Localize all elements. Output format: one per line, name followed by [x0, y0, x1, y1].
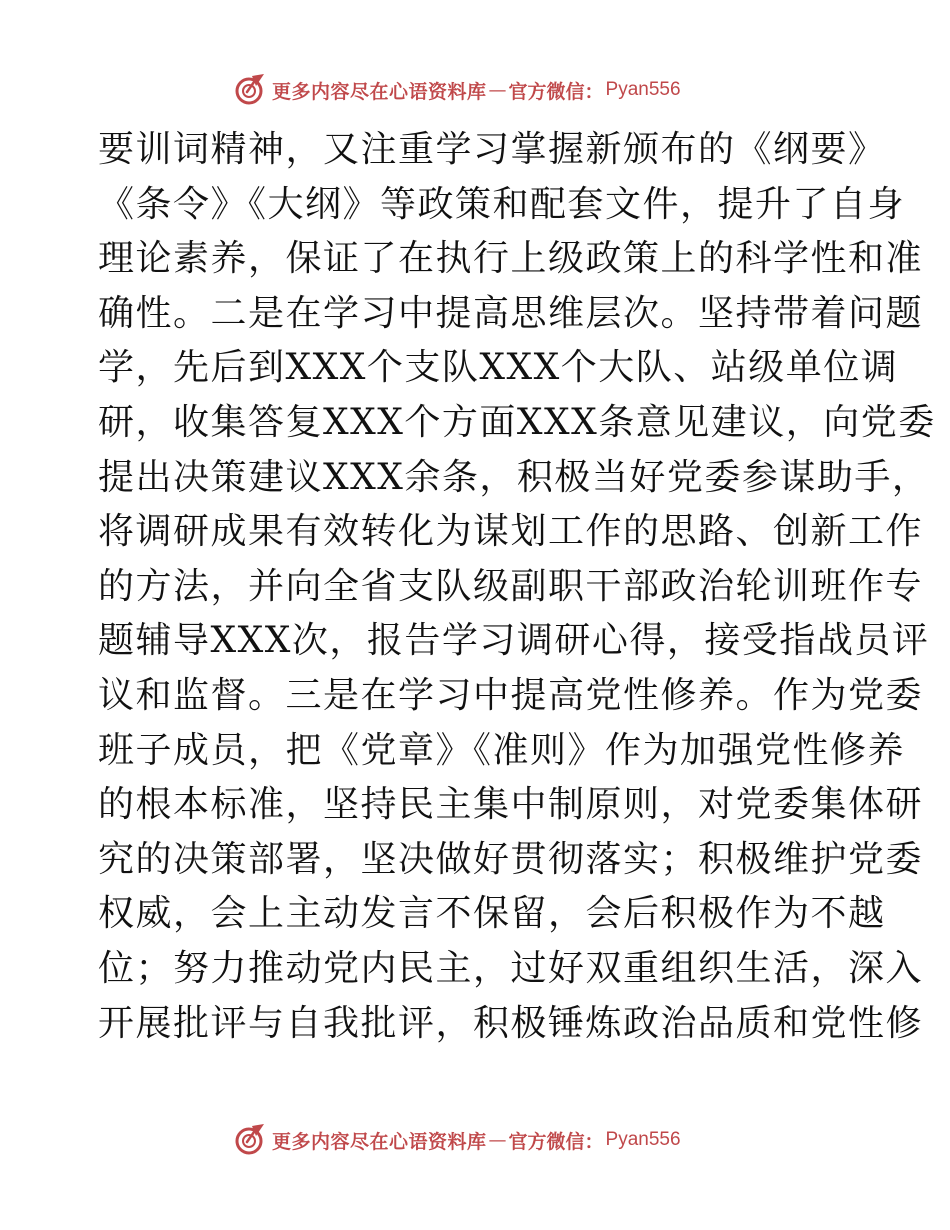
body-line: 要训词精神，又注重学习掌握新颁布的《纲要》 — [98, 129, 886, 170]
body-line: 的方法，并向全省支队级副职干部政治轮训班作专 — [98, 565, 924, 607]
body-line: 班子成员，把《党章》《准则》作为加强党性修养 — [98, 729, 906, 771]
body-line: 究的决策部署，坚决做好贯彻落实；积极维护党委 — [98, 838, 924, 880]
pen-circle-logo-icon — [232, 72, 268, 108]
banner-wechat-label: 官方微信： — [508, 80, 604, 103]
body-line: 的根本标准，坚持民主集中制原则，对党委集体研 — [98, 784, 924, 826]
body-line: 权威，会上主动发言不保留，会后积极作为不越 — [98, 893, 886, 935]
body-line: 理论素养，保证了在执行上级政策上的科学性和准 — [98, 238, 924, 280]
body-line: 提出决策建议XXX余条，积极当好党委参谋助手， — [98, 456, 930, 498]
document-body — [98, 123, 936, 1051]
pen-circle-logo-icon — [232, 1122, 268, 1158]
banner-separator: — — [488, 79, 507, 101]
banner-wechat-label: 官方微信： — [508, 1130, 604, 1153]
body-line: 确性。二是在学习中提高思维层次。坚持带着问题 — [98, 292, 924, 334]
banner-separator: — — [488, 1129, 507, 1151]
body-line: 研，收集答复XXX个方面XXX条意见建议，向党委 — [98, 401, 936, 443]
banner-text: 更多内容尽在心语资料库 — [272, 1130, 487, 1153]
body-line: 位；努力推动党内民主，过好双重组织生活，深入 — [98, 947, 924, 989]
body-line: 题辅导XXX次，报告学习调研心得，接受指战员评 — [98, 620, 930, 662]
header-banner — [232, 70, 712, 110]
body-line: 议和监督。三是在学习中提高党性修养。作为党委 — [98, 674, 924, 716]
footer-banner — [232, 1120, 712, 1160]
banner-wechat-id: Pyan556 — [605, 79, 681, 100]
body-line: 学，先后到XXX个支队XXX个大队、站级单位调 — [98, 347, 899, 389]
body-line: 开展批评与自我批评，积极锤炼政治品质和党性修 — [98, 1002, 924, 1044]
banner-wechat-id: Pyan556 — [605, 1129, 681, 1150]
body-line: 将调研成果有效转化为谋划工作的思路、创新工作 — [98, 511, 924, 553]
banner-text: 更多内容尽在心语资料库 — [272, 80, 487, 103]
body-line: 《条令》《大纲》等政策和配套文件，提升了自身 — [98, 183, 906, 225]
